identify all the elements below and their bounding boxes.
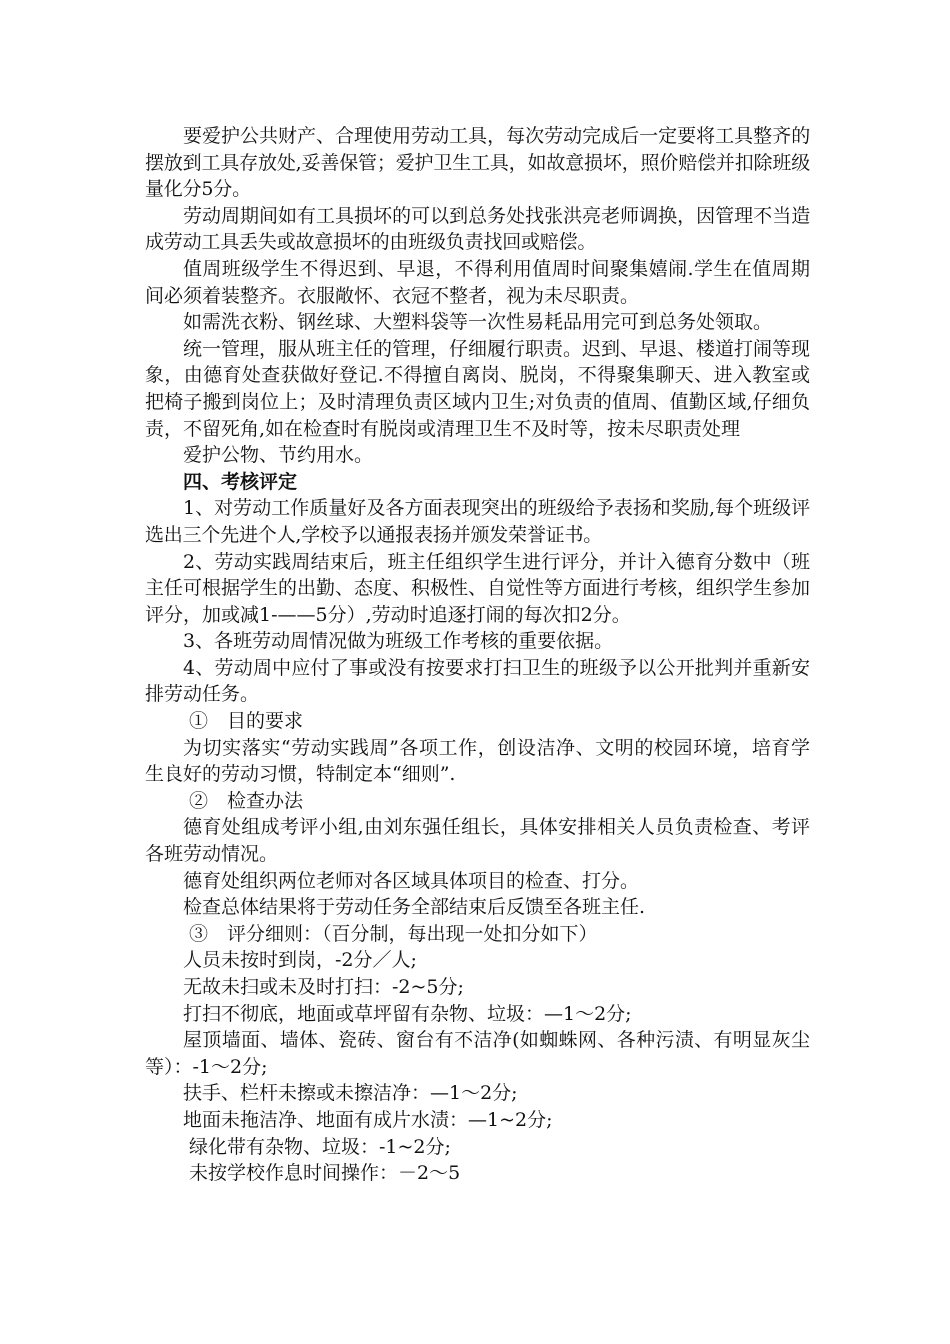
scoring-rule-schedule: 未按学校作息时间操作：－2～5 xyxy=(189,1162,461,1185)
subheading-inspection: ② 检查办法 xyxy=(189,789,304,812)
paragraph-duty-conduct: 值周班级学生不得迟到、早退，不得利用值周时间聚集嬉闹.学生在值周期间必须着装整齐。衣服敞怀、衣冠不整者，视为未尽职责。 xyxy=(145,257,810,307)
paragraph-objectives: 为切实落实“劳动实践周”各项工作，创设洁净、文明的校园环境，培育学生良好的劳动习惯，特制定本“细则”. xyxy=(145,736,810,786)
document-body xyxy=(145,123,810,1187)
section-heading-assessment: 四、考核评定 xyxy=(183,470,298,493)
paragraph-tool-replacement: 劳动周期间如有工具损坏的可以到总务处找张洪亮老师调换，因管理不当造成劳动工具丢失或故意损坏的由班级负责找回或赔偿。 xyxy=(145,204,810,254)
paragraph-unified-management: 统一管理，服从班主任的管理，仔细履行职责。迟到、早退、楼道打闹等现象，由德育处查获做好登记.不得擅自离岗、脱岗，不得聚集聊天、进入教室或把椅子搬到岗位上；及时清理负责区域内卫生;对负责的值周、值勤区域,仔细负责，不留死角,如在检查时有脱岗或清理卫生不及时等，按未尽职责处理 xyxy=(145,337,811,440)
paragraph-tool-care: 要爱护公共财产、合理使用劳动工具，每次劳动完成后一定要将工具整齐的摆放到工具存放处,妥善保管；爱护卫生工具，如故意损坏，照价赔偿并扣除班级量化分5分。 xyxy=(145,125,810,201)
scoring-rule-greenbelt: 绿化带有杂物、垃圾：-1~2分; xyxy=(189,1135,451,1158)
scoring-rule-railings: 扶手、栏杆未擦或未擦洁净：—1～2分; xyxy=(183,1082,518,1105)
paragraph-inspection-teachers: 德育处组织两位老师对各区域具体项目的检查、打分。 xyxy=(183,869,640,892)
scoring-rule-incomplete: 打扫不彻底，地面或草坪留有杂物、垃圾：—1～2分; xyxy=(183,1002,632,1025)
subheading-scoring-rules: ③ 评分细则：（百分制，每出现一处扣分如下） xyxy=(189,922,598,945)
scoring-rule-floor: 地面未拖洁净、地面有成片水渍：—1~2分; xyxy=(183,1108,553,1131)
subheading-objectives: ① 目的要求 xyxy=(189,710,304,733)
paragraph-save-water: 爱护公物、节约用水。 xyxy=(183,444,374,467)
assessment-item-1: 1、对劳动工作质量好及各方面表现突出的班级给予表扬和奖励,每个班级评选出三个先进个人,学校予以通报表扬并颁发荣誉证书。 xyxy=(145,497,810,546)
scoring-rule-not-swept: 无故未扫或未及时打扫：-2~5分; xyxy=(183,976,464,998)
scoring-rule-walls: 屋顶墙面、墙体、瓷砖、窗台有不洁净(如蜘蛛网、各种污渍、有明显灰尘等）：-1～2分; xyxy=(145,1029,810,1078)
paragraph-consumables: 如需洗衣粉、钢丝球、大塑料袋等一次性易耗品用完可到总务处领取。 xyxy=(183,311,773,334)
paragraph-inspection-team: 德育处组成考评小组,由刘东强任组长，具体安排相关人员负责检查、考评各班劳动情况。 xyxy=(145,816,810,866)
assessment-item-2: 2、劳动实践周结束后，班主任组织学生进行评分，并计入德育分数中（班主任可根据学生的出勤、态度、积极性、自觉性等方面进行考核，组织学生参加评分，加或减1-——5分）,劳动时追逐打闹的每次扣2分。 xyxy=(145,550,811,626)
assessment-item-4: 4、劳动周中应付了事或没有按要求打扫卫生的班级予以公开批判并重新安排劳动任务。 xyxy=(145,656,810,706)
paragraph-inspection-results: 检查总体结果将于劳动任务全部结束后反馈至各班主任. xyxy=(183,896,646,919)
assessment-item-3: 3、各班劳动周情况做为班级工作考核的重要依据。 xyxy=(183,630,614,653)
scoring-rule-late: 人员未按时到岗，-2分／人; xyxy=(183,949,417,972)
